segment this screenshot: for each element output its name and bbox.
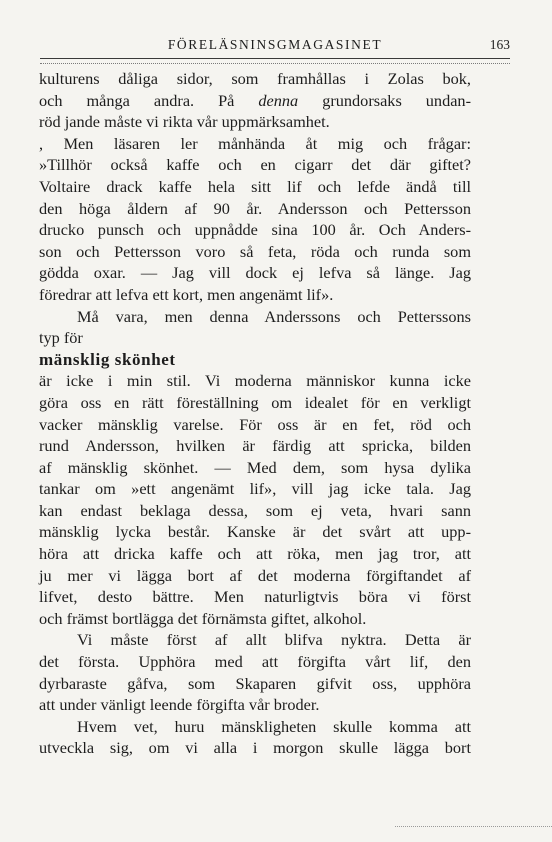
running-title: FÖRELÄSNINSGMAGASINET <box>167 37 383 52</box>
subheading: mänsklig skönhet <box>39 349 176 369</box>
text-line: typ för <box>39 328 83 348</box>
text-line: att under vänligt leende förgifta vår broder. <box>39 695 320 715</box>
text-line: son och Pettersson voro så feta, röda och runda som <box>39 241 471 261</box>
text-line: Vi måste först af allt blifva nyktra. Detta är <box>77 630 471 650</box>
text-line: Hvem vet, huru mänskligheten skulle komma att <box>77 716 471 736</box>
text-line: mänsklig lycka består. Kanske är det svårt att upp- <box>39 522 471 542</box>
text-line: röd jande måste vi rikta vår uppmärksamhet. <box>39 112 330 132</box>
text-line: Må vara, men denna Anderssons och Petterssons <box>77 306 471 326</box>
text-line: det första. Upphöra med att förgifta vårt lif, den <box>39 652 471 672</box>
text-line: kan endast beklaga dessa, som ej veta, hvari sann <box>39 500 471 520</box>
page-number: 163 <box>489 37 510 52</box>
emphasized-word: denna <box>258 90 299 110</box>
text-line: lifvet, desto bättre. Men naturligtvis böra vi först <box>39 587 471 607</box>
text-line: gödda oxar. — Jag vill dock ej lefva så länge. Jag <box>39 263 471 283</box>
text-line: föredrar att lefva ett kort, men angenämt lif». <box>39 284 334 304</box>
text-line: höra att dricka kaffe och att röka, men jag tror, att <box>39 544 471 564</box>
text-line: , Men läsaren ler månhända åt mig och frågar: <box>39 133 471 153</box>
text-line: ju mer vi lägga bort af det moderna förgiftandet af <box>39 565 471 585</box>
text-line: vacker mänsklig varelse. För oss är en fet, röd och <box>39 414 471 434</box>
subheading-row <box>39 349 471 371</box>
text-line: »Tillhör också kaffe och en cigarr det där giftet? <box>39 155 471 175</box>
text-line-with-emphasis: och många andra. På denna grundorsaks undan- <box>39 90 471 110</box>
text-line: den höga åldern af 90 år. Andersson och Pettersson <box>39 198 471 218</box>
text-line: och främst bortlägga det förnämsta giftet, alkohol. <box>39 608 367 628</box>
text-line: är icke i min stil. Vi moderna människor kunna icke <box>39 371 471 391</box>
text-line: dyrbaraste gåfva, som Skaparen gifvit oss, upphöra <box>39 673 471 693</box>
text-line: göra oss en rätt föreställning om idealet för en verkligt <box>39 392 471 412</box>
text-line: rund Andersson, hvilken är färdig att spricka, bilden <box>39 436 471 456</box>
text-line: utveckla sig, om vi alla i morgon skulle lägga bort <box>39 738 471 758</box>
text-line: kulturens dåliga sidor, som framhållas i Zolas bok, <box>39 69 471 88</box>
header-rule <box>40 58 510 64</box>
body-text <box>39 68 471 759</box>
text-line: Voltaire drack kaffe hela sitt lif och lefde ändå till <box>39 176 471 196</box>
text-line: tankar om »ett angenämt lif», vill jag icke tala. Jag <box>39 479 471 499</box>
text-line: drucko punsch och uppnådde sina 100 år. Och Anders- <box>39 220 471 240</box>
bottom-dotted-rule <box>395 826 552 827</box>
text-line: af mänsklig skönhet. — Med dem, som hysa dylika <box>39 457 471 477</box>
running-head <box>40 37 510 57</box>
